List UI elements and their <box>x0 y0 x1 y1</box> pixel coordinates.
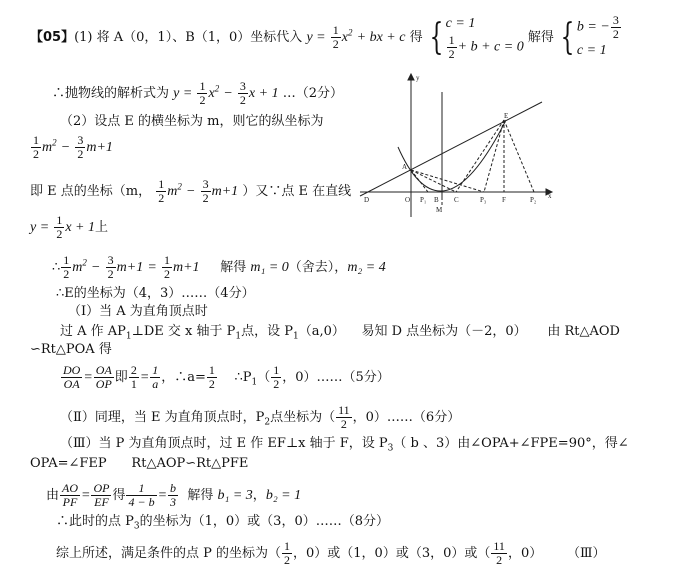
label-x: x <box>548 192 552 200</box>
label-O: O <box>405 196 411 204</box>
label-F: F <box>502 196 506 204</box>
eq-x2: $x^2$ <box>341 27 353 45</box>
line-8-text: ∴E的坐标为（4，3）……（4分） <box>56 286 255 301</box>
label-y: y <box>416 74 420 82</box>
line-14: （Ⅲ）当 P 为直角顶点时，过 E 作 EF⊥x 轴于 F，设 $P_3$（ b 、3）由∠OPA+∠FPE=90°，得∠ <box>60 436 629 454</box>
eq-y: y = <box>306 30 326 45</box>
line-13: （Ⅱ）同理，当 E 为直角顶点时，$P_2$点坐标为（ $\frac{11}{2}$ ，0）……（6分） <box>60 403 461 431</box>
y-axis-arrow <box>408 74 414 80</box>
system-1: c = 1 $\frac{1}{2}$ + b + c = 0 <box>445 16 524 61</box>
line-1-de: 得 <box>409 30 423 45</box>
line-9-text: （Ⅰ）当 A 为直角顶点时 <box>68 304 208 319</box>
line-3-text: （2）设点 E 的横坐标为 m，则它的纵坐标为 <box>60 114 324 129</box>
line-5-text: 即 E 点的坐标（m， <box>30 184 152 199</box>
brace-2: { <box>560 16 575 58</box>
dash-AC <box>411 170 456 192</box>
dash-EP2 <box>504 120 534 192</box>
problem-tag: 【05】 <box>30 30 75 45</box>
label-P3: P₃ <box>480 196 487 204</box>
line-4: $\frac{1}{2}$ $m^2$ − $\frac{3}{2}$ m+1 <box>33 133 113 161</box>
frac-half: $\frac{1}{2}$ <box>332 23 339 51</box>
line-15: OPA=∠FEP Rt△AOP∽Rt△PFE <box>30 456 249 471</box>
brace-1: { <box>429 16 444 58</box>
line-17: ∴此时的点 $P_3$的坐标为（1，0）或（3，0）……（8分） <box>56 514 389 532</box>
line-1 <box>30 14 622 61</box>
line-11: ∽Rt△POA 得 <box>30 342 112 357</box>
line-7: ∴ $\frac{1}{2}$ $m^2$ − $\frac{3}{2}$ m+1 = $\frac{1}{2}$ m+1 解得 m₁ = 0（舍去），m₂ = 4 <box>52 253 386 281</box>
line-2: ∴抛物线的解析式为 y = $\frac{1}{2}$ $x^2$ − $\frac{3}{2}$ x + 1 …（2分） <box>52 79 344 107</box>
label-M: M <box>436 206 443 214</box>
label-A: A <box>402 163 408 171</box>
line-2-text: ∴抛物线的解析式为 <box>52 86 170 101</box>
label-E: E <box>504 112 509 120</box>
dash-AP3 <box>411 170 484 192</box>
line-3 <box>60 114 324 130</box>
line-16: 由 $\frac{AO}{PF}$ = $\frac{OP}{EF}$ 得 $\frac{1}{4 - b}$ = $\frac{b}{3}$ 解得 b₁ = 3，b₂ = 1 <box>46 481 302 509</box>
line-18: 综上所述，满足条件的点 P 的坐标为（ $\frac{1}{2}$ ，0）或（1，0）或（3，0）或（ $\frac{11}{2}$ ，0） （Ⅲ） <box>56 539 606 567</box>
line-1-text: (1) 将 A（0，1）、B（1，0）坐标代入 <box>74 30 303 45</box>
label-B: B <box>434 196 439 204</box>
parabola <box>398 120 506 191</box>
label-P2: P₂ <box>530 196 537 204</box>
geometry-figure <box>356 72 556 222</box>
label-P1: P₁ <box>420 196 427 204</box>
eq-bx: + bx + c <box>356 30 406 45</box>
label-C: C <box>454 196 459 204</box>
system-2: b = − $\frac{3}{2}$ c = 1 <box>576 13 619 58</box>
label-D: D <box>364 196 370 204</box>
line-1-jiede: 解得 <box>527 30 554 45</box>
line-8 <box>56 286 255 302</box>
line-5: 即 E 点的坐标（m， $\frac{1}{2}$ $m^2$ − $\frac{3}{2}$ m+1 ）又∵点 E 在直线 <box>30 177 352 205</box>
line-10: 过 A 作 $AP_1\perp DE$ 交 x 轴于 $P_1$点，设 $P_1(a,0)$ 易知 D 点坐标为（－2，0） 由 Rt△AOD <box>60 324 620 342</box>
line-9 <box>68 304 208 320</box>
line-6: y = $\frac{1}{2}$ x + 1上 <box>30 213 108 241</box>
line-12: $\frac{DO}{OA}$ = $\frac{OA}{OP}$ 即 $\frac{2}{1}$ = $\frac{1}{a}$ ，∴a= $\frac{1}{2}$ $\therefore P_1$（ $\frac{1}{2}$ ，0）……（5分） <box>63 363 390 391</box>
